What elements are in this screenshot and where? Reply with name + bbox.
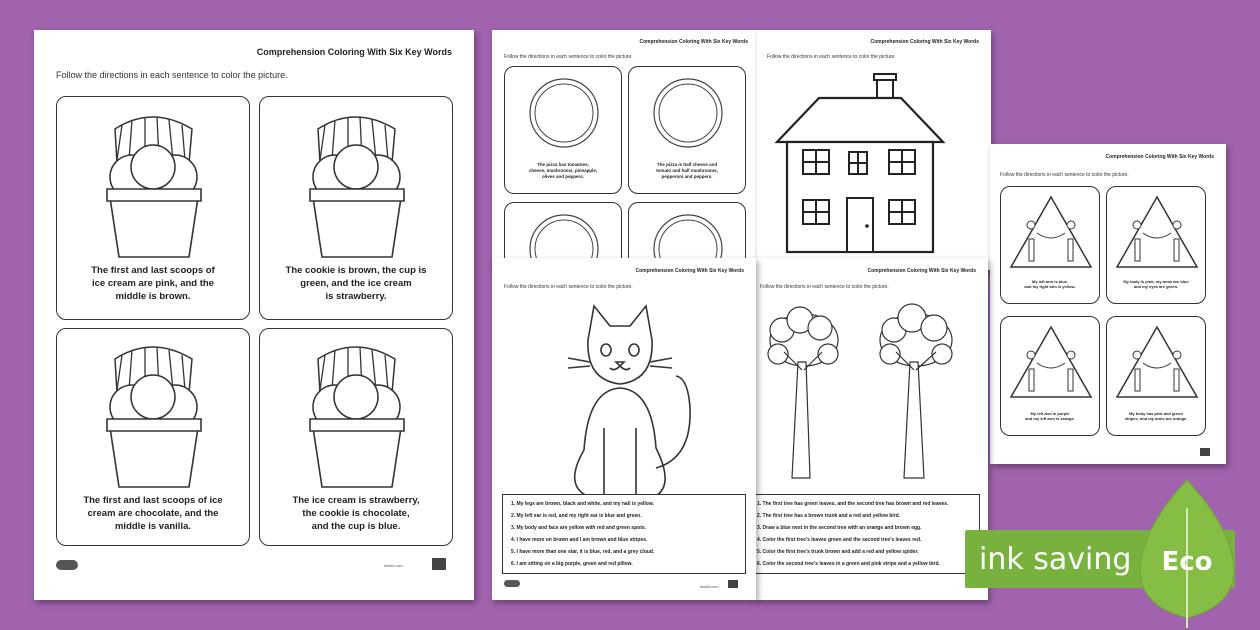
twinkl-logo-icon (56, 560, 78, 570)
monster-card-2 (1106, 186, 1206, 304)
triangle-monster-image (1001, 321, 1100, 405)
sheet-instruction: Follow the directions in each sentence to color the picture. (504, 284, 633, 290)
list-line: 1. The first tree has green leaves, and the second tree has brown and red leaves. (757, 501, 949, 507)
worksheet-trees (754, 258, 988, 600)
monster-card-1 (1000, 186, 1100, 304)
eco-leaf-icon (1132, 478, 1242, 628)
card-1 (56, 96, 250, 320)
sheet-instruction: Follow the directions in each sentence to color the picture. (760, 284, 889, 290)
eco-badge-label: Eco (1161, 547, 1213, 577)
ice-cream-cup-image (57, 105, 250, 265)
house-image (757, 70, 991, 260)
card-instruction: The cookie is brown, the cup is green, and the ice cream is strawberry. (285, 265, 427, 302)
worksheet-pizza (492, 30, 760, 270)
pizza-image (505, 73, 622, 153)
sheet-title: Comprehension Coloring With Six Key Words (870, 39, 979, 45)
list-line: 4. I have more on brown and I am brown and blue stripes. (511, 537, 648, 543)
card-instruction: My left arm is purple and my left arm is orange. (1025, 411, 1075, 422)
card-instruction: My body has pink and green stripes, and my arms are orange. (1124, 411, 1188, 422)
monster-card-4 (1106, 316, 1206, 436)
ice-cream-cup-image (260, 335, 453, 495)
card-instruction: The ice cream is strawberry, the cookie is chocolate, and the cup is blue. (292, 495, 420, 532)
list-line: 2. My left ear is red, and my right ear is blue and green. (511, 513, 642, 519)
list-line: 6. Color the second tree's leaves in a green and pink stripe and a yellow bird. (757, 561, 940, 567)
list-line: 1. My legs are brown, black and white, and my nail is yellow. (511, 501, 654, 507)
sheet-instruction: Follow the directions in each sentence to color the picture. (504, 54, 633, 60)
triangle-monster-image (1107, 321, 1206, 405)
list-line: 3. My body and face are yellow with red and green spots. (511, 525, 647, 531)
sheet-instruction: Follow the directions in each sentence to color the picture. (767, 54, 896, 60)
trees-image (754, 300, 988, 490)
worksheet-monster (990, 144, 1226, 464)
ice-cream-cup-image (260, 105, 453, 265)
pizza-card-2 (628, 66, 746, 194)
footer-url: twinkl.com (700, 584, 719, 589)
footer-url: twinkl.com (384, 563, 403, 568)
list-line: 2. The first tree has a brown trunk and a red and yellow bird. (757, 513, 901, 519)
card-instruction: My body is pink, my arms are blue and my eyes are green. (1123, 279, 1189, 290)
sheet-instruction: Follow the directions in each sentence to color the picture. (1000, 172, 1129, 178)
triangle-monster-image (1001, 191, 1100, 275)
list-line: 5. Color the first tree's trunk brown and add a red and yellow spider. (757, 549, 919, 555)
instruction-list (754, 494, 980, 574)
list-line: 5. I have more than one star, it is blue, red, and a grey cloud. (511, 549, 655, 555)
list-line: 3. Draw a blue nest in the second tree with an orange and brown egg. (757, 525, 922, 531)
card-instruction: The first and last scoops of ice cream are pink, and the middle is brown. (91, 265, 215, 302)
card-instruction: My left arm is blue, and my right arm is yellow. (1024, 279, 1076, 290)
card-instruction: The pizza is half cheese and tomato and half mushrooms, pepperoni and peppers. (656, 162, 718, 180)
twinkl-logo-icon (504, 580, 520, 587)
sheet-title: Comprehension Coloring With Six Key Words (635, 268, 744, 274)
footer-badge-icon (1200, 448, 1210, 456)
worksheet-cat (492, 258, 756, 600)
pizza-image (629, 73, 746, 153)
sheet-instruction: Follow the directions in each sentence to color the picture. (56, 70, 288, 80)
card-instruction: The pizza has tomatoes, cheese, mushrooms, pineapple, olives and peppers. (528, 162, 598, 180)
card-instruction: The first and last scoops of ice cream are chocolate, and the middle is vanilla. (83, 495, 223, 532)
cat-image (492, 298, 756, 498)
footer-badge-icon (432, 558, 446, 570)
monster-card-3 (1000, 316, 1100, 436)
triangle-monster-image (1107, 191, 1206, 275)
ink-saving-label: ink saving (979, 542, 1132, 577)
card-4 (259, 328, 453, 546)
sheet-title: Comprehension Coloring With Six Key Words (1105, 154, 1214, 160)
list-line: 4. Color the first tree's leaves green and the second tree's leaves red. (757, 537, 922, 543)
footer-badge-icon (728, 580, 738, 588)
card-3 (56, 328, 250, 546)
sheet-title: Comprehension Coloring With Six Key Words (867, 268, 976, 274)
worksheet-ice-cream (34, 30, 474, 600)
list-line: 6. I am sitting on a big purple, green and red pillow. (511, 561, 633, 567)
instruction-list (502, 494, 746, 574)
card-2 (259, 96, 453, 320)
worksheet-house (757, 30, 991, 270)
sheet-title: Comprehension Coloring With Six Key Words (639, 39, 748, 45)
sheet-title: Comprehension Coloring With Six Key Words (256, 47, 452, 57)
ice-cream-cup-image (57, 335, 250, 495)
pizza-card-1 (504, 66, 622, 194)
